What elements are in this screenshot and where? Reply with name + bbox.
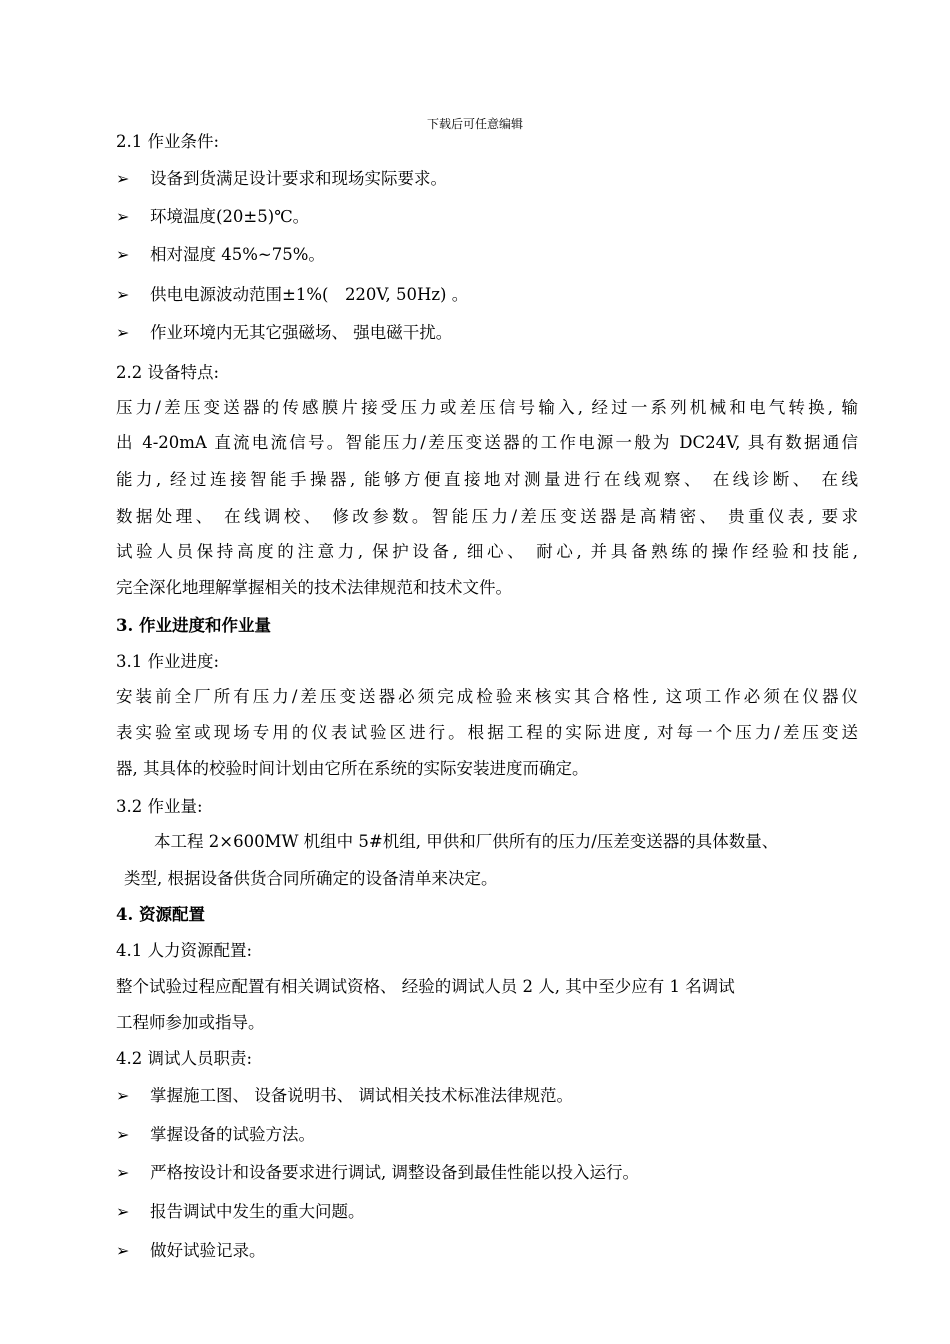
bullet-icon: ➢ <box>116 245 130 264</box>
section-3-1-heading: 3.1 作业进度: <box>116 652 220 671</box>
list-item: 设备到货满足设计要求和现场实际要求。 <box>150 169 447 188</box>
paragraph-line: 能力, 经过连接智能手操器, 能够方便直接地对测量进行在线观察、 在线诊断、 在线 <box>116 470 858 489</box>
paragraph-line: 数据处理、 在线调校、 修改参数。智能压力/差压变送器是高精密、 贵重仪表, 要求 <box>116 507 858 526</box>
paragraph-line: 试验人员保持高度的注意力, 保护设备, 细心、 耐心, 并具备熟练的操作经验和技能, <box>116 542 858 561</box>
list-item: 作业环境内无其它强磁场、 强电磁干扰。 <box>150 323 453 342</box>
list-item: 做好试验记录。 <box>150 1241 266 1260</box>
bullet-icon: ➢ <box>116 323 130 342</box>
list-item: 相对湿度 45%~75%。 <box>150 245 325 264</box>
section-4-heading: 4. 资源配置 <box>116 905 205 924</box>
paragraph-line: 器, 其具体的校验时间计划由它所在系统的实际安装进度而确定。 <box>116 759 589 778</box>
paragraph-line: 表实验室或现场专用的仪表试验区进行。根据工程的实际进度, 对每一个压力/差压变送 <box>116 723 858 742</box>
list-item: 掌握设备的试验方法。 <box>150 1125 315 1144</box>
bullet-icon: ➢ <box>116 207 130 226</box>
section-3-heading: 3. 作业进度和作业量 <box>116 616 271 635</box>
bullet-icon: ➢ <box>116 1086 130 1105</box>
bullet-icon: ➢ <box>116 169 130 188</box>
section-4-1-heading: 4.1 人力资源配置: <box>116 941 253 960</box>
list-item: 掌握施工图、 设备说明书、 调试相关技术标准法律规范。 <box>150 1086 573 1105</box>
paragraph-line: 完全深化地理解掌握相关的技术法律规范和技术文件。 <box>116 578 512 597</box>
paragraph-line: 整个试验过程应配置有相关调试资格、 经验的调试人员 2 人, 其中至少应有 1 名调试 <box>116 977 735 996</box>
bullet-icon: ➢ <box>116 1241 130 1260</box>
bullet-icon: ➢ <box>116 1202 130 1221</box>
list-item: 供电电源波动范围±1%( 220V, 50Hz) 。 <box>150 285 469 304</box>
list-item: 严格按设计和设备要求进行调试, 调整设备到最佳性能以投入运行。 <box>150 1163 639 1182</box>
list-item: 环境温度(20±5)℃。 <box>150 207 310 226</box>
paragraph-line: 压力/差压变送器的传感膜片接受压力或差压信号输入, 经过一系列机械和电气转换, 输 <box>116 398 858 417</box>
bullet-icon: ➢ <box>116 1163 130 1182</box>
paragraph-line: 本工程 2×600MW 机组中 5#机组, 甲供和厂供所有的压力/压差变送器的具体数量、 <box>154 832 779 851</box>
paragraph-line: 出 4-20mA 直流电流信号。智能压力/差压变送器的工作电源一般为 DC24V, 具有数据通信 <box>116 433 858 452</box>
list-item: 报告调试中发生的重大问题。 <box>150 1202 365 1221</box>
bullet-icon: ➢ <box>116 1125 130 1144</box>
page-header: 下载后可任意编辑 <box>426 117 523 131</box>
section-4-2-heading: 4.2 调试人员职责: <box>116 1049 253 1068</box>
section-2-2-heading: 2.2 设备特点: <box>116 363 220 382</box>
section-2-1-heading: 2.1 作业条件: <box>116 132 220 151</box>
paragraph-line: 安装前全厂所有压力/差压变送器必须完成检验来核实其合格性, 这项工作必须在仪器仪 <box>116 687 858 706</box>
bullet-icon: ➢ <box>116 285 130 304</box>
paragraph-line: 工程师参加或指导。 <box>116 1013 265 1032</box>
section-3-2-heading: 3.2 作业量: <box>116 797 203 816</box>
paragraph-line: 类型, 根据设备供货合同所确定的设备清单来决定。 <box>124 869 498 888</box>
